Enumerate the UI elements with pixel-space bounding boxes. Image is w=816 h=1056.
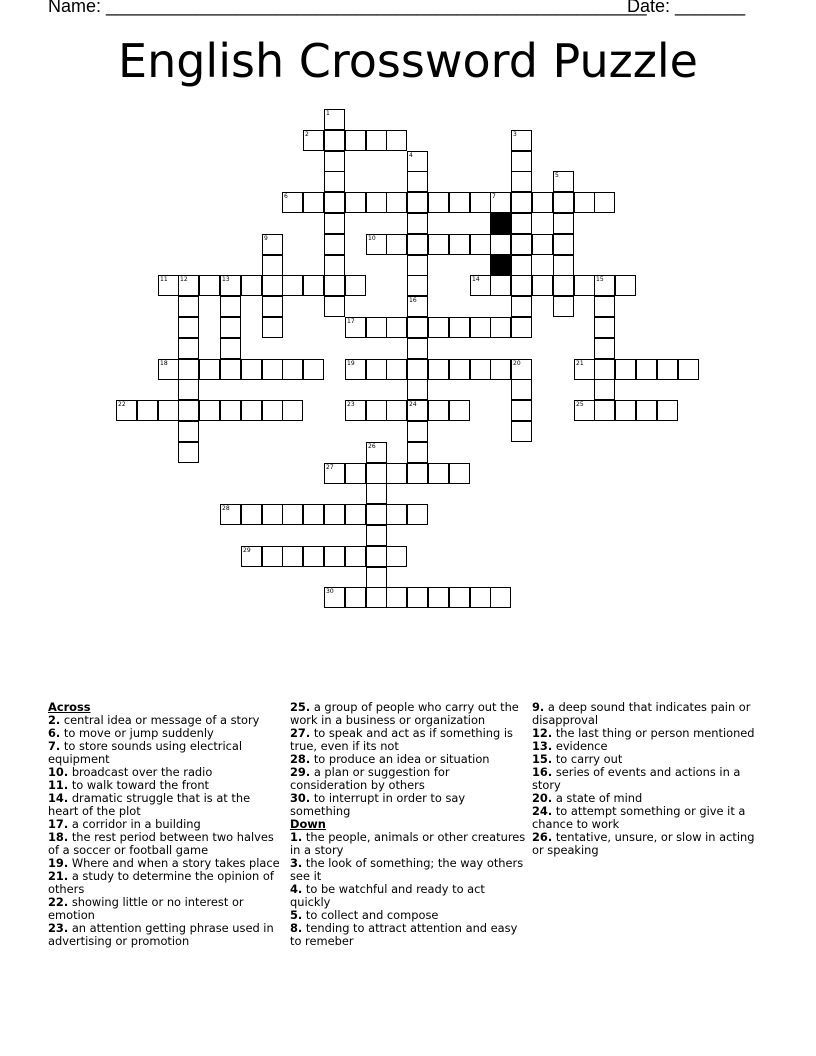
grid-cell[interactable] — [386, 317, 407, 338]
grid-cell[interactable] — [178, 400, 199, 421]
grid-cell[interactable] — [407, 421, 428, 442]
grid-clue-number: 12 — [180, 276, 188, 283]
clue-down-3: 3. the look of something; the way others see it — [290, 856, 524, 883]
grid-cell[interactable] — [178, 421, 199, 442]
grid-cell[interactable] — [574, 192, 595, 213]
grid-cell[interactable] — [324, 213, 345, 234]
grid-cell[interactable] — [407, 400, 428, 421]
grid-cell[interactable] — [303, 504, 324, 525]
grid-cell[interactable] — [386, 400, 407, 421]
grid-cell[interactable] — [511, 317, 532, 338]
grid-cell[interactable] — [282, 546, 303, 567]
grid-clue-number: 18 — [160, 360, 168, 367]
grid-cell[interactable] — [615, 400, 636, 421]
grid-cell[interactable] — [511, 151, 532, 172]
grid-cell[interactable] — [553, 171, 574, 192]
grid-cell[interactable] — [449, 359, 470, 380]
clue-across-11: 11. to walk toward the front — [48, 778, 210, 792]
grid-cell[interactable] — [324, 504, 345, 525]
grid-cell[interactable] — [407, 171, 428, 192]
grid-cell[interactable] — [594, 192, 615, 213]
clues-column-3 — [532, 701, 768, 857]
grid-clue-number: 13 — [222, 276, 230, 283]
grid-cell[interactable] — [511, 379, 532, 400]
grid-cell[interactable] — [490, 359, 511, 380]
grid-cell[interactable] — [386, 130, 407, 151]
grid-cell[interactable] — [428, 463, 449, 484]
grid-cell[interactable] — [220, 317, 241, 338]
clue-across-18: 18. the rest period between two halves of a soccer or football game — [48, 830, 274, 857]
grid-cell[interactable] — [407, 338, 428, 359]
grid-cell[interactable] — [262, 400, 283, 421]
grid-cell[interactable] — [178, 317, 199, 338]
grid-cell[interactable] — [345, 587, 366, 608]
grid-cell[interactable] — [366, 317, 387, 338]
grid-clue-number: 22 — [118, 401, 126, 408]
grid-cell[interactable] — [366, 504, 387, 525]
grid-cell[interactable] — [262, 504, 283, 525]
grid-clue-number: 28 — [222, 505, 230, 512]
grid-clue-number: 2 — [305, 131, 309, 138]
grid-cell[interactable] — [511, 213, 532, 234]
grid-cell[interactable] — [386, 359, 407, 380]
clue-across-6: 6. to move or jump suddenly — [48, 726, 214, 740]
grid-cell[interactable] — [345, 130, 366, 151]
grid-cell[interactable] — [366, 525, 387, 546]
grid-cell[interactable] — [178, 296, 199, 317]
grid-cell[interactable] — [428, 234, 449, 255]
clue-across-21: 21. a study to determine the opinion of others — [48, 869, 274, 896]
grid-cell[interactable] — [366, 234, 387, 255]
grid-cell[interactable] — [241, 275, 262, 296]
grid-cell[interactable] — [407, 317, 428, 338]
clue-down-12: 12. the last thing or person mentioned — [532, 726, 755, 740]
grid-cell[interactable] — [511, 255, 532, 276]
grid-cell[interactable] — [220, 400, 241, 421]
grid-cell[interactable] — [345, 400, 366, 421]
grid-cell[interactable] — [553, 275, 574, 296]
grid-cell[interactable] — [532, 192, 553, 213]
grid-cell[interactable] — [366, 463, 387, 484]
grid-cell[interactable] — [262, 296, 283, 317]
grid-cell[interactable] — [511, 192, 532, 213]
grid-cell[interactable] — [449, 234, 470, 255]
grid-cell[interactable] — [594, 275, 615, 296]
grid-clue-number: 16 — [409, 297, 417, 304]
clue-across-17: 17. a corridor in a building — [48, 817, 201, 831]
grid-cell[interactable] — [490, 587, 511, 608]
grid-cell[interactable] — [470, 587, 491, 608]
grid-cell[interactable] — [178, 275, 199, 296]
grid-cell[interactable] — [324, 296, 345, 317]
grid-cell[interactable] — [241, 546, 262, 567]
grid-cell[interactable] — [303, 275, 324, 296]
clue-across-29: 29. a plan or suggestion for consideration by others — [290, 765, 450, 792]
clue-down-8: 8. tending to attract attention and easy to remeber — [290, 921, 518, 948]
clue-across-28: 28. to produce an idea or situation — [290, 752, 490, 766]
grid-cell[interactable] — [574, 359, 595, 380]
grid-cell[interactable] — [407, 504, 428, 525]
grid-cell[interactable] — [470, 234, 491, 255]
grid-cell[interactable] — [553, 213, 574, 234]
grid-clue-number: 14 — [472, 276, 480, 283]
grid-clue-number: 15 — [596, 276, 604, 283]
grid-cell[interactable] — [241, 359, 262, 380]
grid-clue-number: 19 — [347, 360, 355, 367]
grid-cell[interactable] — [158, 400, 179, 421]
clue-across-14: 14. dramatic struggle that is at the heart of the plot — [48, 791, 251, 818]
grid-cell[interactable] — [282, 192, 303, 213]
grid-cell[interactable] — [511, 296, 532, 317]
grid-cell[interactable] — [345, 192, 366, 213]
grid-cell[interactable] — [262, 546, 283, 567]
across-heading: Across — [48, 700, 91, 714]
grid-cell[interactable] — [324, 151, 345, 172]
grid-clue-number: 21 — [576, 360, 584, 367]
grid-clue-number: 11 — [160, 276, 168, 283]
clues-column-1 — [48, 701, 284, 948]
grid-cell[interactable] — [366, 192, 387, 213]
grid-cell[interactable] — [199, 359, 220, 380]
grid-cell[interactable] — [324, 275, 345, 296]
clue-down-9: 9. a deep sound that indicates pain or disapproval — [532, 700, 751, 727]
grid-cell[interactable] — [282, 504, 303, 525]
grid-cell[interactable] — [407, 442, 428, 463]
grid-cell[interactable] — [324, 130, 345, 151]
grid-cell[interactable] — [532, 275, 553, 296]
clue-down-26: 26. tentative, unsure, or slow in acting or speaking — [532, 830, 755, 857]
grid-cell[interactable] — [324, 171, 345, 192]
grid-cell[interactable] — [241, 400, 262, 421]
grid-clue-number: 25 — [576, 401, 584, 408]
grid-cell[interactable] — [532, 234, 553, 255]
grid-cell[interactable] — [324, 109, 345, 130]
grid-cell[interactable] — [615, 359, 636, 380]
clue-across-7: 7. to store sounds using electrical equipment — [48, 739, 243, 766]
grid-cell[interactable] — [324, 587, 345, 608]
grid-cell[interactable] — [428, 359, 449, 380]
grid-cell[interactable] — [366, 400, 387, 421]
grid-cell[interactable] — [407, 359, 428, 380]
grid-cell[interactable] — [574, 400, 595, 421]
grid-cell[interactable] — [116, 400, 137, 421]
grid-cell[interactable] — [366, 442, 387, 463]
grid-cell[interactable] — [220, 338, 241, 359]
grid-cell[interactable] — [490, 317, 511, 338]
grid-cell[interactable] — [470, 317, 491, 338]
grid-cell[interactable] — [199, 275, 220, 296]
grid-cell[interactable] — [594, 359, 615, 380]
grid-cell[interactable] — [178, 442, 199, 463]
page-title: English Crossword Puzzle — [118, 34, 698, 88]
grid-cell[interactable] — [511, 234, 532, 255]
grid-clue-number: 30 — [326, 588, 334, 595]
grid-cell[interactable] — [220, 275, 241, 296]
grid-cell[interactable] — [511, 400, 532, 421]
clues-column-2 — [290, 701, 526, 948]
grid-cell[interactable] — [407, 587, 428, 608]
grid-clue-number: 23 — [347, 401, 355, 408]
grid-cell[interactable] — [262, 359, 283, 380]
grid-cell[interactable] — [449, 317, 470, 338]
grid-cell[interactable] — [511, 359, 532, 380]
grid-cell[interactable] — [345, 275, 366, 296]
grid-cell[interactable] — [574, 275, 595, 296]
grid-cell[interactable] — [366, 587, 387, 608]
grid-cell[interactable] — [490, 275, 511, 296]
grid-cell[interactable] — [553, 255, 574, 276]
grid-cell[interactable] — [324, 234, 345, 255]
down-heading: Down — [290, 817, 326, 831]
grid-cell[interactable] — [386, 234, 407, 255]
grid-cell[interactable] — [199, 400, 220, 421]
grid-cell[interactable] — [158, 275, 179, 296]
grid-cell[interactable] — [470, 275, 491, 296]
clue-down-15: 15. to carry out — [532, 752, 623, 766]
clue-down-16: 16. series of events and actions in a story — [532, 765, 741, 792]
grid-cell[interactable] — [636, 359, 657, 380]
grid-cell[interactable] — [407, 151, 428, 172]
grid-cell[interactable] — [345, 546, 366, 567]
grid-cell[interactable] — [386, 504, 407, 525]
grid-cell[interactable] — [470, 359, 491, 380]
grid-cell[interactable] — [303, 192, 324, 213]
grid-cell[interactable] — [303, 130, 324, 151]
grid-cell[interactable] — [137, 400, 158, 421]
grid-clue-number: 9 — [264, 235, 268, 242]
grid-cell[interactable] — [324, 192, 345, 213]
grid-cell[interactable] — [594, 379, 615, 400]
grid-clue-number: 27 — [326, 464, 334, 471]
grid-cell[interactable] — [324, 255, 345, 276]
grid-cell[interactable] — [615, 275, 636, 296]
clue-down-1: 1. the people, animals or other creatures in a story — [290, 830, 526, 857]
grid-cell[interactable] — [366, 359, 387, 380]
clue-across-30: 30. to interrupt in order to say something — [290, 791, 466, 818]
grid-cell[interactable] — [262, 275, 283, 296]
clue-across-27: 27. to speak and act as if something is true, even if its not — [290, 726, 513, 753]
grid-clue-number: 5 — [555, 172, 559, 179]
grid-clue-number: 1 — [326, 110, 330, 117]
grid-cell[interactable] — [366, 546, 387, 567]
clue-down-24: 24. to attempt something or give it a chance to work — [532, 804, 746, 831]
grid-cell[interactable] — [303, 359, 324, 380]
date-field-line: Date: _______ — [627, 0, 746, 16]
grid-cell[interactable] — [282, 400, 303, 421]
grid-cell[interactable] — [594, 338, 615, 359]
grid-cell-black — [490, 213, 511, 234]
grid-cell[interactable] — [449, 463, 470, 484]
grid-cell[interactable] — [449, 192, 470, 213]
grid-cell[interactable] — [470, 192, 491, 213]
clue-across-25: 25. a group of people who carry out the work in a business or organization — [290, 700, 519, 727]
grid-cell[interactable] — [428, 192, 449, 213]
grid-cell[interactable] — [303, 546, 324, 567]
grid-cell[interactable] — [220, 296, 241, 317]
grid-cell[interactable] — [449, 400, 470, 421]
grid-cell[interactable] — [407, 192, 428, 213]
grid-cell[interactable] — [594, 400, 615, 421]
grid-cell[interactable] — [553, 296, 574, 317]
grid-cell[interactable] — [220, 359, 241, 380]
grid-cell[interactable] — [594, 317, 615, 338]
clue-across-23: 23. an attention getting phrase used in advertising or promotion — [48, 921, 274, 948]
grid-cell[interactable] — [262, 255, 283, 276]
name-field-line: Name: ______________________________________________________ — [48, 0, 647, 16]
grid-cell[interactable] — [178, 379, 199, 400]
grid-cell[interactable] — [407, 213, 428, 234]
grid-clue-number: 7 — [492, 193, 496, 200]
clue-across-22: 22. showing little or no interest or emotion — [48, 895, 244, 922]
grid-cell[interactable] — [511, 421, 532, 442]
grid-cell[interactable] — [324, 546, 345, 567]
grid-cell[interactable] — [511, 275, 532, 296]
grid-cell[interactable] — [636, 400, 657, 421]
grid-cell[interactable] — [178, 338, 199, 359]
grid-cell[interactable] — [178, 359, 199, 380]
clue-across-19: 19. Where and when a story takes place — [48, 856, 280, 870]
grid-cell[interactable] — [345, 359, 366, 380]
grid-cell[interactable] — [407, 255, 428, 276]
grid-cell[interactable] — [407, 234, 428, 255]
grid-clue-number: 6 — [284, 193, 288, 200]
grid-cell[interactable] — [407, 296, 428, 317]
clue-down-20: 20. a state of mind — [532, 791, 643, 805]
clue-down-13: 13. evidence — [532, 739, 608, 753]
grid-cell[interactable] — [366, 567, 387, 588]
grid-cell[interactable] — [428, 317, 449, 338]
grid-cell[interactable] — [366, 483, 387, 504]
grid-cell[interactable] — [262, 317, 283, 338]
grid-cell[interactable] — [262, 234, 283, 255]
grid-cell[interactable] — [657, 359, 678, 380]
grid-cell[interactable] — [594, 296, 615, 317]
grid-cell[interactable] — [678, 359, 699, 380]
grid-clue-number: 4 — [409, 152, 413, 159]
grid-cell[interactable] — [657, 400, 678, 421]
grid-clue-number: 10 — [368, 235, 376, 242]
grid-cell[interactable] — [407, 463, 428, 484]
grid-clue-number: 20 — [513, 360, 521, 367]
clue-across-10: 10. broadcast over the radio — [48, 765, 213, 779]
grid-cell[interactable] — [490, 234, 511, 255]
grid-cell[interactable] — [345, 463, 366, 484]
grid-cell[interactable] — [366, 130, 387, 151]
grid-cell[interactable] — [386, 587, 407, 608]
grid-cell[interactable] — [428, 587, 449, 608]
grid-cell[interactable] — [386, 463, 407, 484]
grid-cell[interactable] — [282, 275, 303, 296]
grid-cell[interactable] — [345, 504, 366, 525]
grid-cell[interactable] — [511, 130, 532, 151]
grid-clue-number: 26 — [368, 443, 376, 450]
grid-clue-number: 17 — [347, 318, 355, 325]
grid-clue-number: 29 — [243, 547, 251, 554]
clue-down-5: 5. to collect and compose — [290, 908, 439, 922]
grid-cell[interactable] — [386, 546, 407, 567]
grid-clue-number: 24 — [409, 401, 417, 408]
grid-cell[interactable] — [386, 192, 407, 213]
grid-clue-number: 3 — [513, 131, 517, 138]
grid-cell[interactable] — [449, 587, 470, 608]
grid-cell[interactable] — [407, 379, 428, 400]
grid-cell[interactable] — [553, 234, 574, 255]
grid-cell[interactable] — [407, 275, 428, 296]
grid-cell[interactable] — [428, 400, 449, 421]
clue-across-2: 2. central idea or message of a story — [48, 713, 260, 727]
grid-cell-black — [490, 255, 511, 276]
grid-cell[interactable] — [511, 171, 532, 192]
grid-cell[interactable] — [345, 317, 366, 338]
grid-cell[interactable] — [241, 504, 262, 525]
grid-cell[interactable] — [490, 192, 511, 213]
grid-cell[interactable] — [324, 463, 345, 484]
grid-cell[interactable] — [282, 359, 303, 380]
clue-down-4: 4. to be watchful and ready to act quickly — [290, 882, 485, 909]
grid-cell[interactable] — [158, 359, 179, 380]
grid-cell[interactable] — [553, 192, 574, 213]
grid-cell[interactable] — [220, 504, 241, 525]
